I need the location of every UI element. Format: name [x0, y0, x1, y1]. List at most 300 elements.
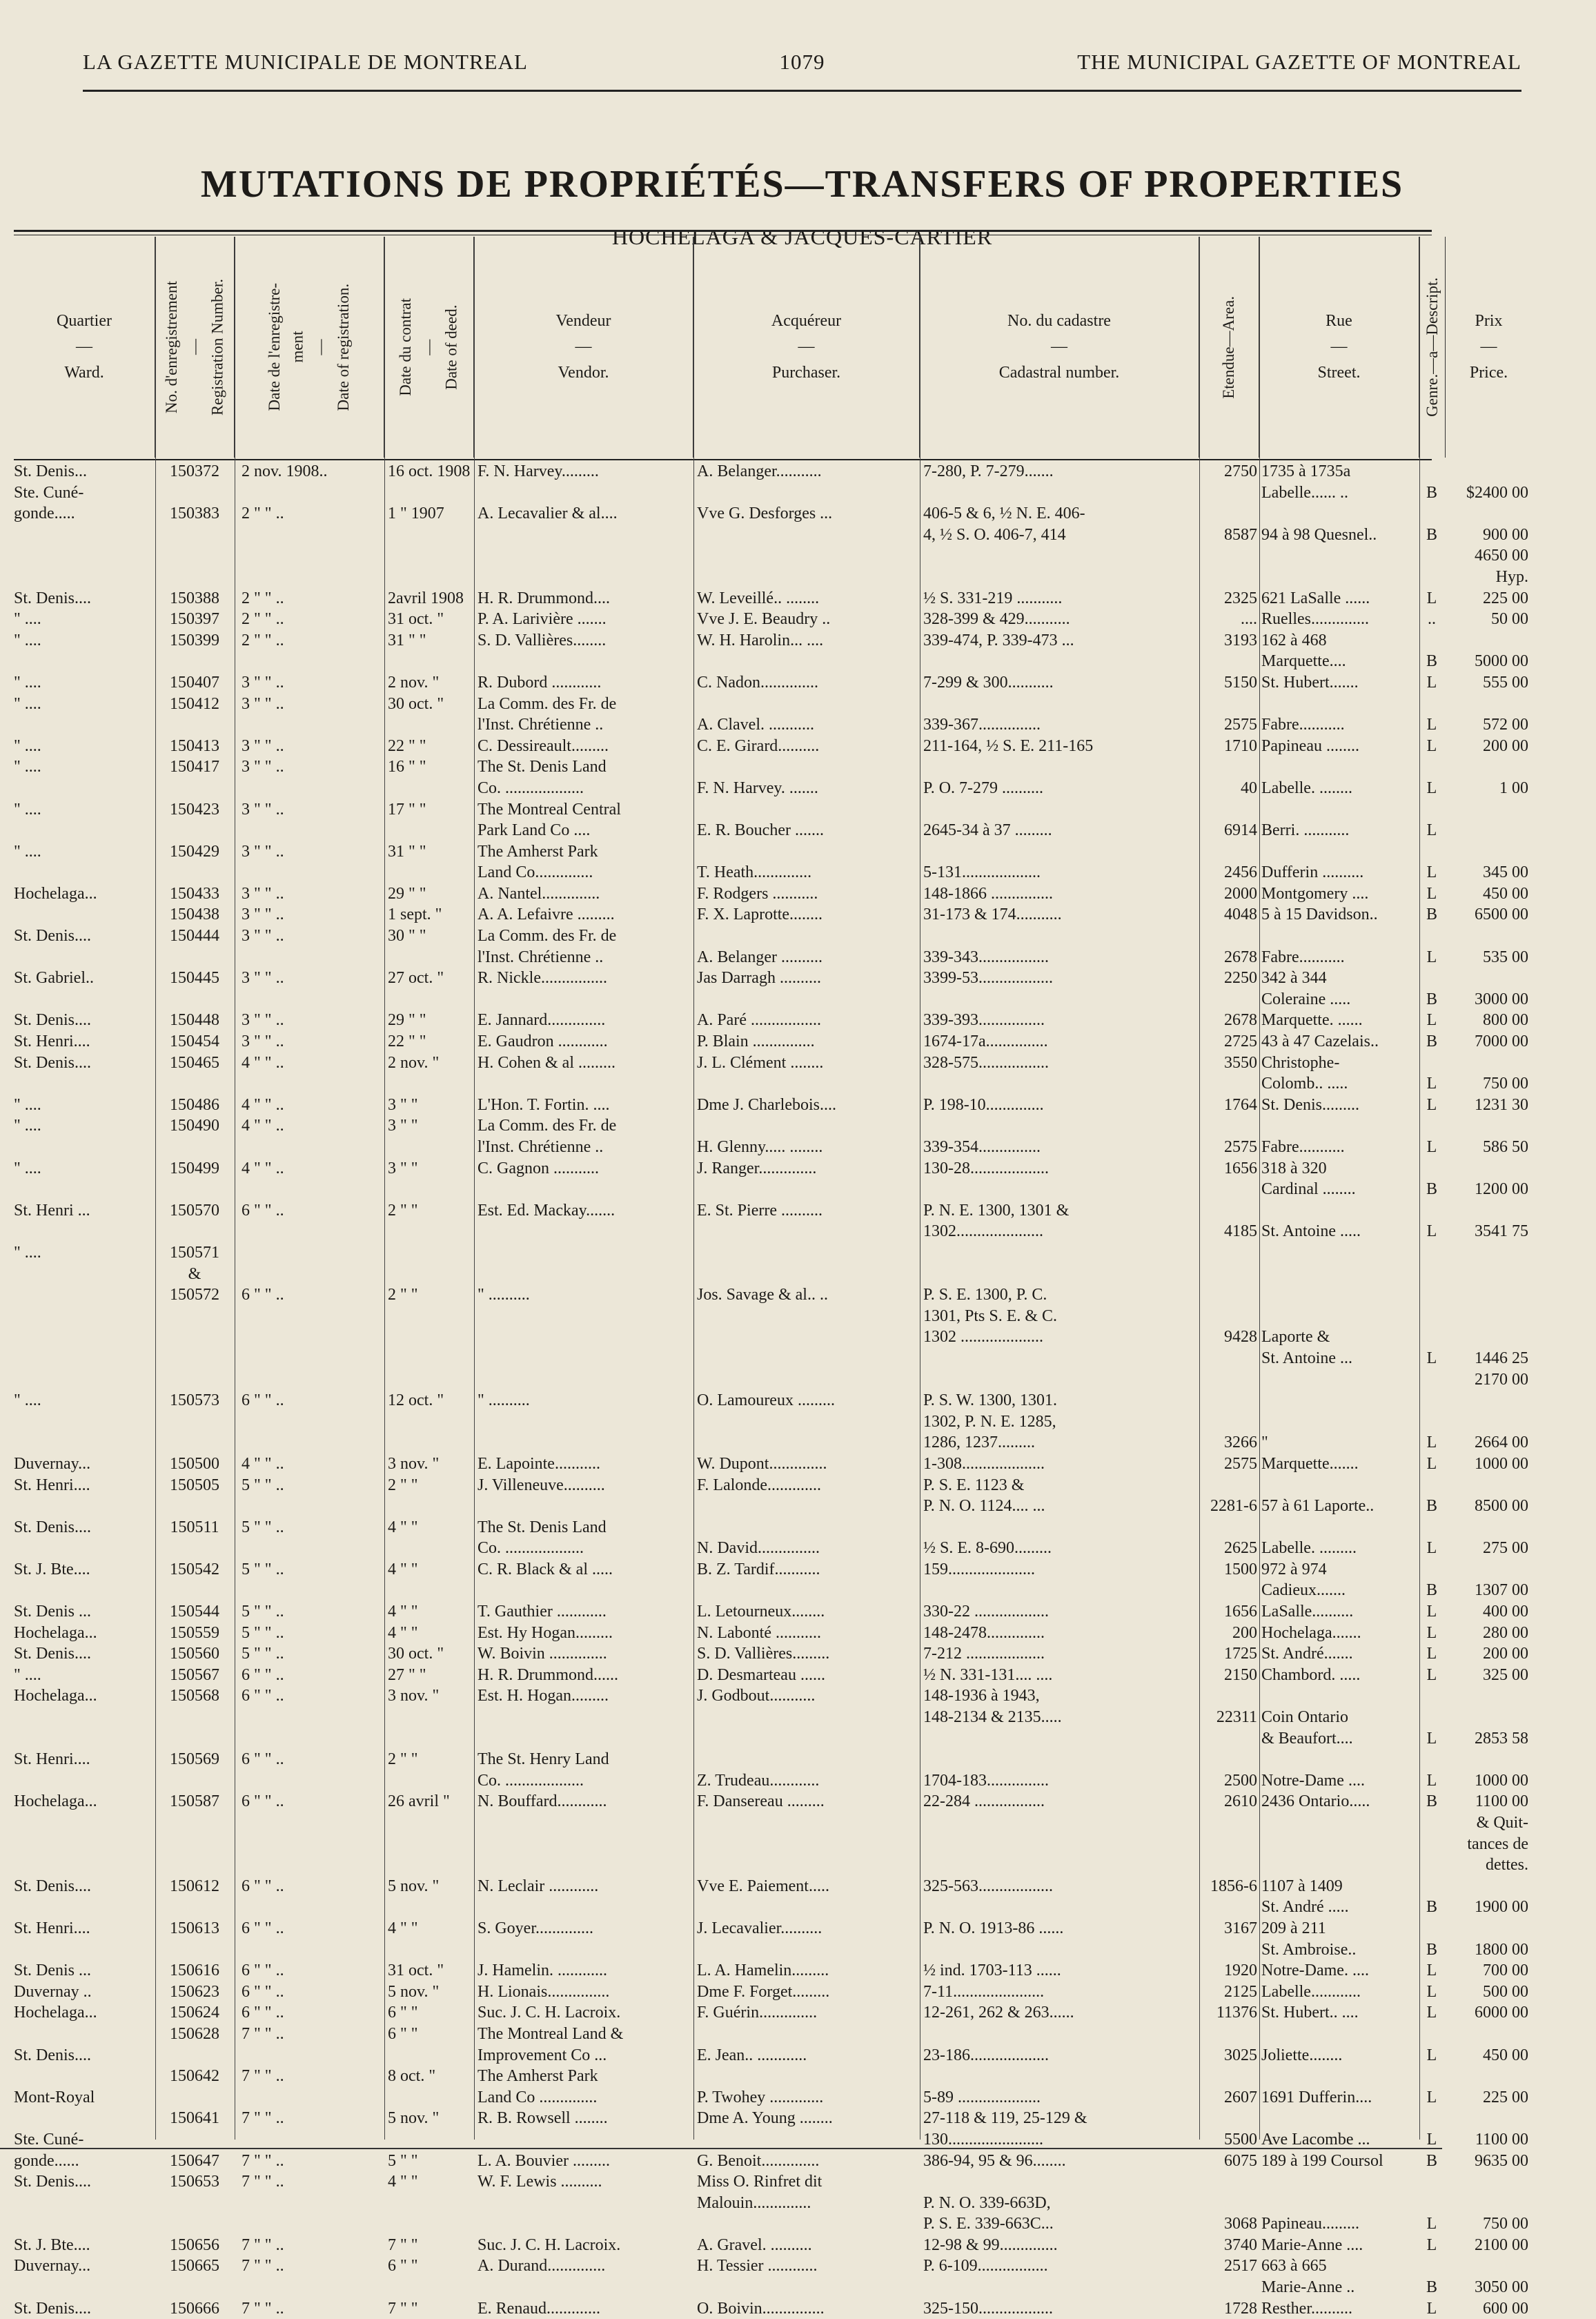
table-row [14, 904, 1528, 926]
table-row [14, 694, 1432, 715]
table-header [14, 237, 1508, 458]
cell-contract-date: 4 " " [388, 1518, 418, 1536]
cell-contract-date: 3 " " [388, 1095, 418, 1114]
cell-area: 2150 [1224, 1665, 1257, 1684]
cell-contract-date: 2 nov. " [388, 1053, 440, 1072]
table-row [14, 1200, 1432, 1222]
cell-ward: St. Henri.... [14, 1750, 90, 1769]
cell-cadastral-number: ½ N. 331-131.... .... [923, 1665, 1053, 1684]
cell-purchaser: N. Labonté ........... [697, 1623, 821, 1642]
cell-cadastral-number: P. N. E. 1300, 1301 & [923, 1201, 1070, 1220]
cell-price: 500 00 [1483, 1982, 1528, 2001]
cell-contract-date: 4 " " [388, 1919, 418, 1937]
cell-area: 2610 [1224, 1792, 1257, 1811]
cell-price: 572 00 [1483, 716, 1528, 734]
cell-cadastral-number: 339-343................. [923, 948, 1049, 966]
cell-area: 2517 [1224, 2257, 1257, 2276]
cell-vendor: The Montreal Land & [477, 2024, 624, 2043]
cell-ward: " .... [14, 631, 41, 649]
cell-price: 750 00 [1483, 2215, 1528, 2233]
header-line: Purchaser. [771, 363, 841, 382]
table-row [14, 1369, 1528, 1391]
cell-description: L [1426, 948, 1437, 966]
cell-area: 200 [1232, 1623, 1257, 1642]
cell-description: L [1426, 1138, 1437, 1156]
cell-price: 1900 00 [1475, 1898, 1528, 1917]
table-row [14, 968, 1432, 989]
cell-contract-date: 2 nov. " [388, 673, 440, 692]
cell-vendor: l'Inst. Chrétienne .. [477, 948, 604, 966]
cell-price: 6500 00 [1475, 906, 1528, 924]
cell-cadastral-number: 2645-34 à 37 ......... [923, 821, 1052, 840]
header-label-registration-date [263, 283, 355, 411]
table-row [14, 1559, 1432, 1581]
cell-cadastral-number: 7-11...................... [923, 1982, 1045, 2001]
cell-purchaser: Dme A. Young ........ [697, 2109, 833, 2128]
cell-description: L [1426, 1771, 1437, 1790]
cell-street: Fabre........... [1261, 1138, 1345, 1156]
header-line: Genre.—a—Descript. [1423, 277, 1441, 417]
cell-purchaser: Vve J. E. Beaudry .. [697, 610, 831, 629]
cell-street: Labelle...... .. [1261, 483, 1348, 502]
cell-purchaser: Miss O. Rinfret dit [697, 2173, 822, 2191]
cell-contract-date: 4 " " [388, 1623, 418, 1642]
cell-description: B [1426, 990, 1437, 1008]
cell-description: L [1426, 1349, 1437, 1367]
cell-purchaser: W. Leveillé.. ........ [697, 589, 820, 607]
cell-street: Papineau......... [1261, 2215, 1359, 2233]
cell-contract-date: 16 oct. 1908 [388, 462, 471, 480]
table-row [14, 1580, 1528, 1601]
cell-contract-date: 4 " " [388, 1603, 418, 1621]
cell-cadastral-number: 12-261, 262 & 263...... [923, 2004, 1074, 2022]
cell-price: 1 00 [1499, 779, 1528, 797]
cell-description: L [1426, 884, 1437, 903]
cell-cadastral-number: 406-5 & 6, ½ N. E. 406- [923, 505, 1085, 523]
cell-street: Fabre........... [1261, 716, 1345, 734]
cell-price: 555 00 [1483, 673, 1528, 692]
cell-ward: " .... [14, 610, 41, 629]
cell-street: Berri. ........... [1261, 821, 1350, 840]
cell-area: 3025 [1224, 2046, 1257, 2064]
cell-price: 600 00 [1483, 2299, 1528, 2318]
cell-area: 1656 [1224, 1603, 1257, 1621]
cell-street: Marquette. ...... [1261, 1011, 1363, 1030]
cell-registration-number: 150642 [170, 2067, 219, 2086]
table-row [14, 714, 1528, 736]
header-line: Vendeur [555, 312, 611, 331]
cell-street: Christophe- [1261, 1053, 1340, 1072]
cell-registration-date: 3 " " .. [242, 884, 284, 903]
cell-registration-number: 150412 [170, 694, 219, 713]
cell-cadastral-number: 159..................... [923, 1560, 1035, 1578]
cell-price: 1800 00 [1475, 1940, 1528, 1959]
cell-contract-date: 7 " " [388, 2299, 418, 2318]
cell-street: Fabre........... [1261, 948, 1345, 966]
table-row [14, 2213, 1528, 2235]
cell-registration-number: 150567 [170, 1665, 219, 1684]
cell-cadastral-number: 4, ½ S. O. 406-7, 414 [923, 525, 1066, 544]
cell-area: 2500 [1224, 1771, 1257, 1790]
header-contract-date [384, 237, 474, 458]
table-row [14, 1095, 1528, 1116]
cell-ward: Hochelaga... [14, 2004, 97, 2022]
cell-registration-number: 150438 [170, 906, 219, 924]
cell-street: Coleraine ..... [1261, 990, 1351, 1008]
cell-area: 2575 [1224, 1138, 1257, 1156]
cell-contract-date: 5 nov. " [388, 1877, 440, 1895]
cell-contract-date: 31 " " [388, 842, 426, 861]
cell-price: 225 00 [1483, 2088, 1528, 2106]
cell-street: Marie-Anne .... [1261, 2235, 1363, 2254]
table-row [14, 1770, 1528, 1792]
cell-registration-number: 150544 [170, 1603, 219, 1621]
cell-purchaser: F. N. Harvey. ....... [697, 779, 818, 797]
cell-area: 4185 [1224, 1222, 1257, 1241]
cell-ward: " .... [14, 1665, 41, 1684]
cell-vendor: Est. Ed. Mackay....... [477, 1201, 615, 1220]
cell-vendor: Suc. J. C. H. Lacroix. [477, 2235, 621, 2254]
cell-description: L [1426, 1645, 1437, 1663]
cell-description: L [1426, 1623, 1437, 1642]
cell-vendor: Suc. J. C. H. Lacroix. [477, 2004, 621, 2022]
cell-ward: St. Denis.... [14, 1053, 92, 1072]
cell-street: Notre-Dame .... [1261, 1771, 1365, 1790]
cell-registration-date: 6 " " .. [242, 1961, 284, 1980]
cell-street: Dufferin .......... [1261, 863, 1364, 882]
cell-purchaser: A. Belanger .......... [697, 948, 822, 966]
cell-area: 2125 [1224, 1982, 1257, 2001]
table-header-bottom-rule [14, 459, 1432, 460]
cell-price: 1000 00 [1475, 1771, 1528, 1790]
cell-ward: " .... [14, 1391, 41, 1410]
cell-ward: St. J. Bte.... [14, 1560, 90, 1578]
cell-cadastral-number: P. S. E. 339-663C... [923, 2215, 1054, 2233]
table-row [14, 2066, 1432, 2087]
cell-vendor: A. A. Lefaivre ......... [477, 906, 615, 924]
cell-price: 1100 00 [1475, 1792, 1528, 1811]
cell-area: 3740 [1224, 2235, 1257, 2254]
cell-registration-date: 2 " " .. [242, 631, 284, 649]
header-line: — [1051, 337, 1067, 356]
cell-cadastral-number: 339-474, P. 339-473 ... [923, 631, 1074, 649]
table-row [14, 1053, 1432, 1074]
cell-price: 2100 00 [1475, 2235, 1528, 2254]
cell-area: 2678 [1224, 1011, 1257, 1030]
cell-street: 318 à 320 [1261, 1159, 1327, 1177]
cell-vendor: J. Hamelin. ............ [477, 1961, 607, 1980]
cell-vendor: Land Co .............. [477, 2088, 598, 2106]
cell-vendor: l'Inst. Chrétienne .. [477, 716, 604, 734]
cell-vendor: P. A. Larivière ....... [477, 610, 607, 629]
cell-cadastral-number: 1301, Pts S. E. & C. [923, 1307, 1058, 1325]
cell-registration-date: 4 " " .. [242, 1117, 284, 1135]
cell-street: Colomb.. ..... [1261, 1075, 1348, 1093]
cell-registration-date: 6 " " .. [242, 2004, 284, 2022]
cell-description: L [1426, 716, 1437, 734]
cell-area: 8587 [1224, 525, 1257, 544]
cell-description: L [1426, 1434, 1437, 1452]
table-row [14, 482, 1528, 504]
cell-vendor: H. R. Drummond...... [477, 1665, 618, 1684]
cell-description: L [1426, 779, 1437, 797]
cell-registration-date: 3 " " .. [242, 1011, 284, 1030]
cell-vendor: La Comm. des Fr. de [477, 927, 617, 946]
cell-area: 2250 [1224, 969, 1257, 988]
cell-area: 1656 [1224, 1159, 1257, 1177]
cell-ward: St. Denis.... [14, 1518, 92, 1536]
table-row [14, 736, 1528, 757]
cell-price: Hyp. [1495, 567, 1528, 586]
cell-purchaser: O. Boivin............... [697, 2299, 825, 2318]
cell-contract-date: 1 sept. " [388, 906, 442, 924]
cell-ward: St. Denis.... [14, 1645, 92, 1663]
cell-description: L [1426, 1222, 1437, 1241]
cell-vendor: The St. Denis Land [477, 758, 607, 776]
cell-registration-date: 3 " " .. [242, 736, 284, 755]
cell-street: 663 à 665 [1261, 2257, 1327, 2276]
header-line: — [76, 337, 92, 356]
cell-vendor: The Amherst Park [477, 842, 598, 861]
cell-cadastral-number: 7-280, P. 7-279....... [923, 462, 1054, 480]
cell-registration-number: 150407 [170, 673, 219, 692]
cell-registration-date: 7 " " .. [242, 2067, 284, 2086]
cell-price: tances de [1467, 1834, 1528, 1853]
cell-ward: St. Denis.... [14, 927, 92, 946]
cell-registration-number: 150417 [170, 758, 219, 776]
cell-street: Hochelaga....... [1261, 1623, 1361, 1642]
cell-price: $2400 00 [1466, 483, 1528, 502]
cell-registration-date: 3 " " .. [242, 758, 284, 776]
table-row [14, 1010, 1528, 1031]
cell-registration-date: 6 " " .. [242, 1982, 284, 2001]
cell-ward: Duvernay... [14, 1454, 91, 1473]
cell-purchaser: T. Heath.............. [697, 863, 812, 882]
cell-description: B [1426, 906, 1437, 924]
cell-description: L [1426, 1961, 1437, 1980]
cell-description: L [1426, 589, 1437, 607]
cell-street: St. André ..... [1261, 1898, 1349, 1917]
cell-description: L [1426, 2130, 1437, 2149]
cell-ward: " .... [14, 842, 41, 861]
cell-area: 3193 [1224, 631, 1257, 649]
cell-contract-date: 31 oct. " [388, 1961, 444, 1980]
page-bottom-rule [0, 2148, 1442, 2149]
cell-purchaser: F. X. Laprotte........ [697, 906, 823, 924]
cell-contract-date: 26 avril " [388, 1792, 450, 1811]
header-line: No. d'enregistrement [162, 281, 180, 413]
cell-registration-number: 150571 [170, 1243, 219, 1262]
cell-description: B [1426, 1940, 1437, 1959]
header-line: Date of deed. [443, 304, 461, 390]
table-row [14, 1031, 1528, 1053]
cell-registration-number: 150656 [170, 2235, 219, 2254]
cell-registration-number: 150665 [170, 2257, 219, 2276]
cell-cadastral-number: ½ ind. 1703-113 ...... [923, 1961, 1061, 1980]
table-row [14, 1475, 1432, 1496]
header-line: Vendor. [558, 363, 609, 382]
cell-purchaser: L. Letourneux........ [697, 1603, 825, 1621]
table-row [14, 1855, 1528, 1876]
cell-street: Coin Ontario [1261, 1708, 1348, 1727]
page-number: 1079 [779, 50, 825, 74]
cell-price: 325 00 [1483, 1665, 1528, 1684]
cell-purchaser: A. Paré ................. [697, 1011, 821, 1030]
cell-ward: Hochelaga... [14, 884, 97, 903]
cell-ward: Duvernay .. [14, 1982, 92, 2001]
cell-description: L [1426, 736, 1437, 755]
table-row [14, 609, 1528, 630]
header-label-vendor [556, 309, 611, 386]
cell-purchaser: C. Nadon.............. [697, 673, 818, 692]
cell-purchaser: E. Jean.. ............ [697, 2046, 807, 2064]
cell-vendor: J. Villeneuve.......... [477, 1476, 605, 1494]
table-row [14, 1306, 1432, 1327]
cell-registration-number: 150499 [170, 1159, 219, 1177]
cell-street: 2436 Ontario..... [1261, 1792, 1370, 1811]
cell-price: 1200 00 [1475, 1180, 1528, 1199]
cell-registration-date: 4 " " .. [242, 1454, 284, 1473]
cell-contract-date: 6 " " [388, 2257, 418, 2276]
cell-contract-date: 31 " " [388, 631, 426, 649]
cell-ward: St. Henri ... [14, 1201, 90, 1220]
cell-price: 900 00 [1483, 525, 1528, 544]
cell-registration-date: 5 " " .. [242, 1603, 284, 1621]
table-row [14, 525, 1528, 546]
cell-vendor: Park Land Co .... [477, 821, 591, 840]
cell-price: 3050 00 [1475, 2278, 1528, 2297]
cell-contract-date: 31 oct. " [388, 610, 444, 629]
cell-ward: Ste. Cuné- [14, 483, 84, 502]
cell-description: L [1426, 673, 1437, 692]
cell-street: 5 à 15 Davidson.. [1261, 906, 1378, 924]
table-row [14, 1918, 1432, 1939]
running-head [83, 41, 1521, 83]
cell-registration-number: & [188, 1264, 201, 1283]
cell-area: 2281-6 [1210, 1497, 1257, 1516]
header-line: — [420, 339, 437, 355]
cell-contract-date: 7 " " [388, 2235, 418, 2254]
cell-vendor: R. B. Rowsell ........ [477, 2109, 608, 2128]
cell-registration-number: 150572 [170, 1286, 219, 1304]
cell-registration-date: 7 " " .. [242, 2109, 284, 2128]
header-registration-date [235, 237, 384, 458]
cell-street: 621 LaSalle ...... [1261, 589, 1370, 607]
cell-registration-date: 7 " " .. [242, 2299, 284, 2318]
cell-contract-date: 17 " " [388, 800, 426, 819]
cell-cadastral-number: P. S. E. 1300, P. C. [923, 1286, 1047, 1304]
cell-area: 1725 [1224, 1645, 1257, 1663]
table-row [14, 2151, 1528, 2172]
table-row [14, 820, 1437, 841]
cell-purchaser: B. Z. Tardif........... [697, 1560, 820, 1578]
cell-contract-date: 2 " " [388, 1201, 418, 1220]
cell-price: 1100 00 [1475, 2130, 1528, 2149]
cell-registration-number: 150433 [170, 884, 219, 903]
cell-area: 2678 [1224, 948, 1257, 966]
header-label-cadastral [999, 309, 1120, 386]
table-row [14, 756, 1432, 778]
cell-ward: " .... [14, 1117, 41, 1135]
table-row [14, 2171, 1432, 2193]
cell-vendor: R. Dubord ............ [477, 673, 602, 692]
cell-cadastral-number: P. N. O. 339-663D, [923, 2193, 1051, 2212]
cell-description: B [1426, 652, 1437, 671]
cell-cadastral-number: 5-131................... [923, 863, 1041, 882]
header-line: Date du contrat [397, 298, 415, 396]
cell-registration-number: 150612 [170, 1877, 219, 1895]
cell-price: 535 00 [1483, 948, 1528, 966]
cell-area: 2575 [1224, 716, 1257, 734]
cell-street: 1735 à 1735a [1261, 462, 1351, 480]
cell-registration-date: 7 " " .. [242, 2151, 284, 2170]
cell-street: Marie-Anne .. [1261, 2278, 1355, 2297]
cell-purchaser: Jos. Savage & al.. .. [697, 1286, 828, 1304]
cell-registration-date: 5 " " .. [242, 1645, 284, 1663]
cell-contract-date: 5 nov. " [388, 1982, 440, 2001]
cell-street: St. Antoine ... [1261, 1349, 1353, 1367]
cell-purchaser: F. Dansereau ......... [697, 1792, 825, 1811]
cell-contract-date: 3 " " [388, 1117, 418, 1135]
table-row [14, 2087, 1528, 2108]
cell-description: B [1426, 2151, 1437, 2170]
cell-price: 3541 75 [1475, 1222, 1528, 1241]
cell-ward: St. Henri.... [14, 1033, 90, 1051]
cell-price: 4650 00 [1475, 547, 1528, 565]
cell-street: & Beaufort.... [1261, 1729, 1353, 1748]
cell-purchaser: W. H. Harolin... .... [697, 631, 824, 649]
header-label-ward [57, 309, 112, 386]
table-row [14, 2002, 1528, 2024]
cell-contract-date: 4 " " [388, 1560, 418, 1578]
header-line: Date de l'enregistre- [266, 283, 284, 411]
cell-contract-date: 5 nov. " [388, 2109, 440, 2128]
cell-purchaser: Vve G. Desforges ... [697, 505, 833, 523]
cell-registration-date: 3 " " .. [242, 969, 284, 988]
cell-cadastral-number: 148-2134 & 2135..... [923, 1708, 1062, 1727]
cell-vendor: Est. Hy Hogan......... [477, 1623, 613, 1642]
table-row [14, 672, 1528, 694]
cell-ward: " .... [14, 1243, 41, 1262]
cell-registration-number: 150500 [170, 1454, 219, 1473]
cell-area: 2607 [1224, 2088, 1257, 2106]
table-row [14, 989, 1528, 1010]
table-row [14, 862, 1528, 883]
cell-vendor: A. Nantel.............. [477, 884, 600, 903]
running-head-english: THE MUNICIPAL GAZETTE OF MONTREAL [1077, 50, 1521, 74]
cell-contract-date: 29 " " [388, 1011, 426, 1030]
cell-registration-number: 150511 [170, 1518, 219, 1536]
header-label-purchaser [771, 309, 841, 386]
table-row [14, 1264, 1432, 1285]
header-line: — [1330, 337, 1348, 356]
cell-description: L [1426, 863, 1437, 882]
cell-description: L [1426, 1011, 1437, 1030]
cell-area: 1856-6 [1210, 1877, 1257, 1895]
cell-purchaser: C. E. Girard.......... [697, 736, 820, 755]
cell-area: 1710 [1224, 736, 1257, 755]
cell-description: L [1426, 1729, 1437, 1748]
cell-description: B [1426, 1033, 1437, 1051]
table-row [14, 2256, 1432, 2277]
cell-contract-date: 5 " " [388, 2151, 418, 2170]
cell-purchaser: Jas Darragh .......... [697, 969, 821, 988]
cell-vendor: C. R. Black & al ..... [477, 1560, 613, 1578]
cell-ward: " .... [14, 800, 41, 819]
table-row [14, 1897, 1528, 1918]
table-row [14, 630, 1432, 652]
cell-area: 3266 [1224, 1434, 1257, 1452]
